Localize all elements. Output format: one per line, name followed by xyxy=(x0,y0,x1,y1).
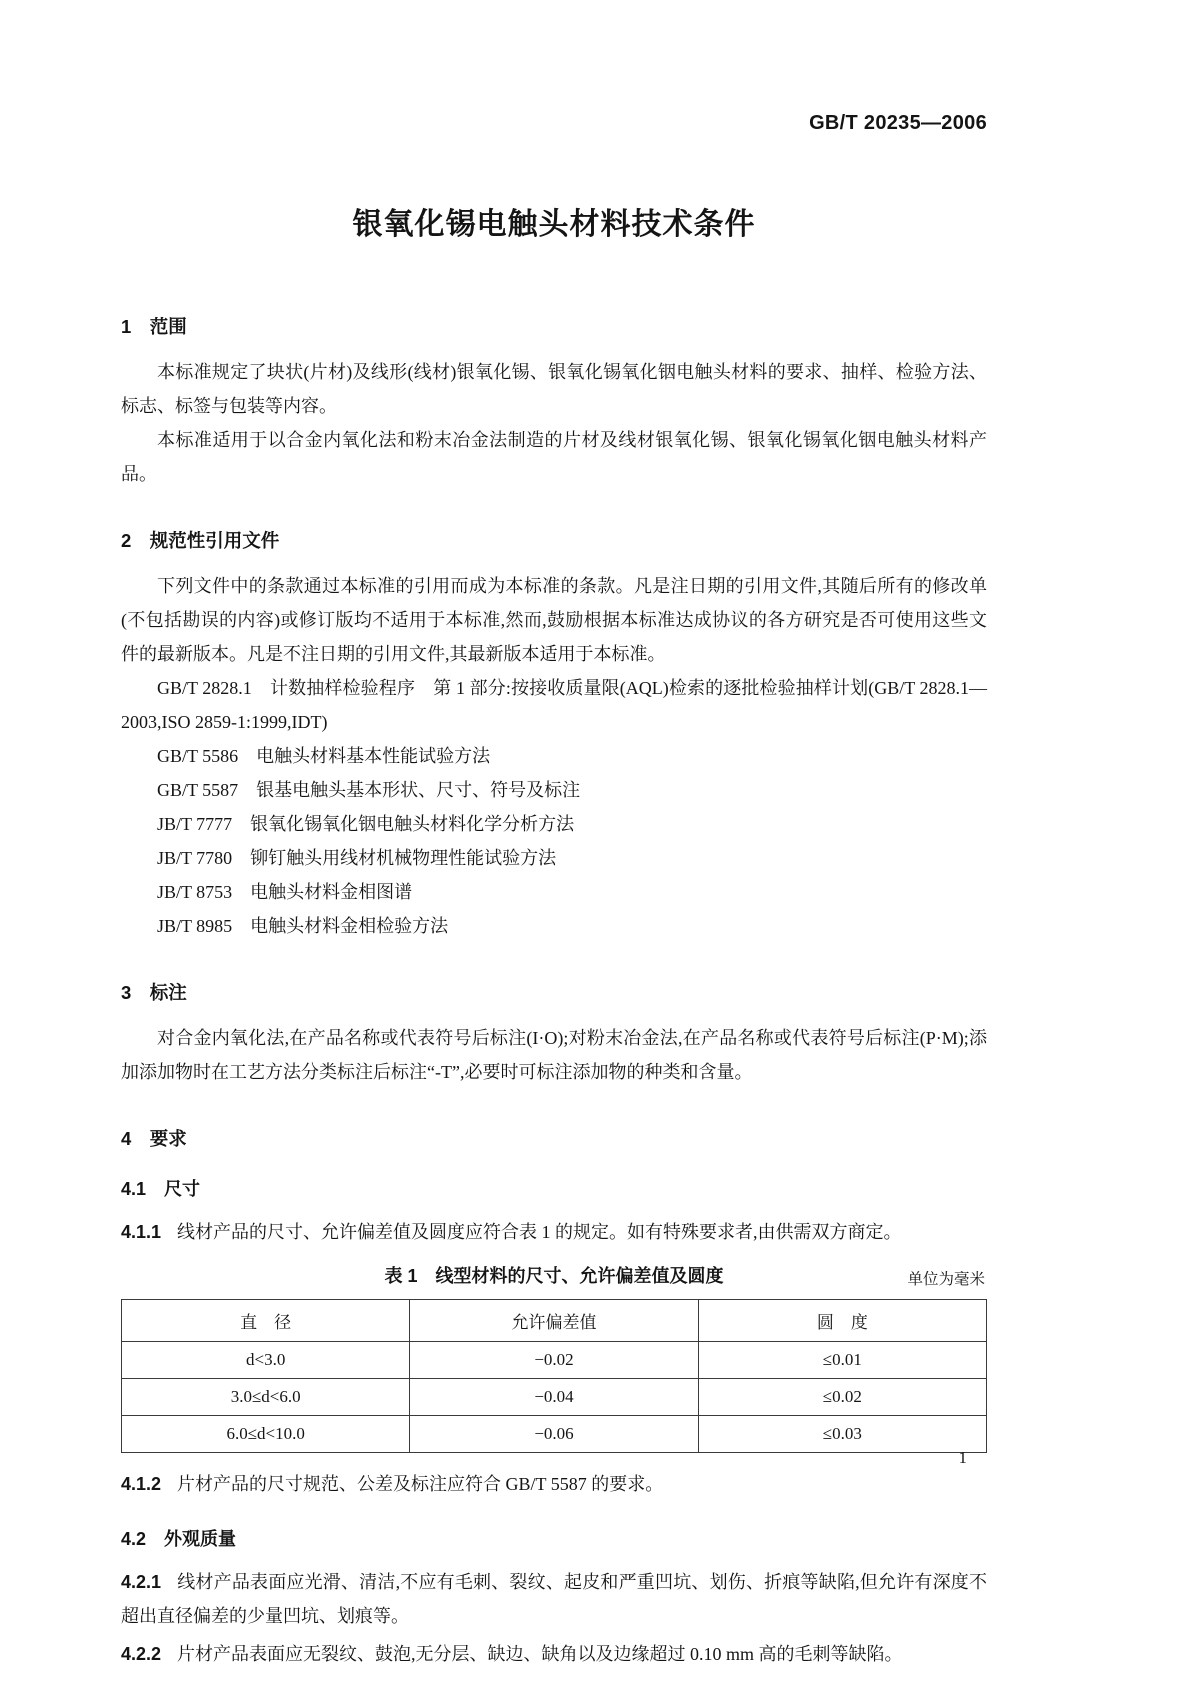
clause-4-2-1-text: 线材产品表面应光滑、清洁,不应有毛刺、裂纹、起皮和严重凹坑、划伤、折痕等缺陷,但允许有深度不超出直径偏差的少量凹坑、划痕等。 xyxy=(121,1572,987,1626)
reference-item-2: GB/T 5586 电触头材料基本性能试验方法 xyxy=(157,746,491,766)
reference-item-1: GB/T 2828.1 计数抽样检验程序 第 1 部分:按接收质量限(AQL)检索的逐批检验抽样计划(GB/T 2828.1—2003,ISO 2859-1:1999,IDT) xyxy=(121,678,987,732)
clause-4-2-2-text: 片材产品表面应无裂纹、鼓泡,无分层、缺边、缺角以及边缘超过 0.10 mm 高的毛刺等缺陷。 xyxy=(177,1644,903,1664)
section-4-heading: 4 要求 xyxy=(121,1128,187,1149)
clause-4-1-2 xyxy=(121,1467,987,1501)
table-row xyxy=(122,1379,987,1416)
table-1-block xyxy=(121,1259,987,1453)
reference-item-3: GB/T 5587 银基电触头基本形状、尺寸、符号及标注 xyxy=(157,780,581,800)
table-1-unit-note: 单位为毫米 xyxy=(907,1271,985,1288)
section-2-heading: 2 规范性引用文件 xyxy=(121,530,280,551)
section-1-heading: 1 范围 xyxy=(121,316,187,337)
table-row xyxy=(122,1342,987,1379)
clause-4-1-2-text: 片材产品的尺寸规范、公差及标注应符合 GB/T 5587 的要求。 xyxy=(177,1474,664,1494)
tolerance-cell: −0.02 xyxy=(410,1342,698,1379)
clause-4-1-2-number: 4.1.2 xyxy=(121,1474,162,1494)
roundness-cell: ≤0.01 xyxy=(698,1342,986,1379)
clause-4-1-1 xyxy=(121,1215,987,1249)
diameter-cell: 3.0≤d<6.0 xyxy=(122,1379,410,1416)
table-1-header-row xyxy=(122,1300,987,1342)
scope-paragraph-1: 本标准规定了块状(片材)及线形(线材)银氧化锡、银氧化锡氧化铟电触头材料的要求、抽样、检验方法、标志、标签与包装等内容。 xyxy=(121,362,987,416)
clause-4-2-2-number: 4.2.2 xyxy=(121,1644,162,1664)
clause-4-2-1 xyxy=(121,1565,987,1633)
table-1-caption: 表 1 线型材料的尺寸、允许偏差值及圆度 xyxy=(384,1266,724,1286)
section-4-1-heading: 4.1 尺寸 xyxy=(121,1179,201,1199)
scope-paragraph-2: 本标准适用于以合金内氧化法和粉末冶金法制造的片材及线材银氧化锡、银氧化锡氧化铟电触头材料产品。 xyxy=(121,430,987,484)
reference-item-5: JB/T 7780 铆钉触头用线材机械物理性能试验方法 xyxy=(157,848,557,868)
table-1-caption-row xyxy=(121,1259,987,1293)
document-title: 银氧化锡电触头材料技术条件 xyxy=(352,208,756,241)
table-1-header-tolerance: 允许偏差值 xyxy=(410,1300,698,1342)
section-3-heading: 3 标注 xyxy=(121,982,187,1003)
standard-code: GB/T 20235—2006 xyxy=(809,112,987,134)
page-number: 1 xyxy=(958,1448,967,1467)
table-1-header-diameter: 直 径 xyxy=(122,1300,410,1342)
reference-item-6: JB/T 8753 电触头材料金相图谱 xyxy=(157,882,413,902)
roundness-cell: ≤0.03 xyxy=(698,1416,986,1453)
marking-paragraph: 对合金内氧化法,在产品名称或代表符号后标注(I·O);对粉末冶金法,在产品名称或代表符号后标注(P·M);添加添加物时在工艺方法分类标注后标注“-T”,必要时可标注添加物的种类和含量。 xyxy=(121,1028,987,1082)
clause-4-2-1-number: 4.2.1 xyxy=(121,1572,162,1592)
clause-4-1-1-number: 4.1.1 xyxy=(121,1222,162,1242)
tolerance-cell: −0.06 xyxy=(410,1416,698,1453)
table-1-header-roundness: 圆 度 xyxy=(698,1300,986,1342)
roundness-cell: ≤0.02 xyxy=(698,1379,986,1416)
clause-4-1-1-text: 线材产品的尺寸、允许偏差值及圆度应符合表 1 的规定。如有特殊要求者,由供需双方商定。 xyxy=(177,1222,902,1242)
reference-item-4: JB/T 7777 银氧化锡氧化铟电触头材料化学分析方法 xyxy=(157,814,575,834)
clause-4-2-2 xyxy=(121,1637,987,1671)
reference-item-7: JB/T 8985 电触头材料金相检验方法 xyxy=(157,916,449,936)
section-4-2-heading: 4.2 外观质量 xyxy=(121,1529,237,1549)
page-content xyxy=(121,112,987,1671)
references-intro: 下列文件中的条款通过本标准的引用而成为本标准的条款。凡是注日期的引用文件,其随后所有的修改单(不包括勘误的内容)或修订版均不适用于本标准,然而,鼓励根据本标准达成协议的各方研究是否可使用这些文件的最新版本。凡是不注日期的引用文件,其最新版本适用于本标准。 xyxy=(121,576,987,664)
table-row xyxy=(122,1416,987,1453)
diameter-cell: d<3.0 xyxy=(122,1342,410,1379)
tolerance-cell: −0.04 xyxy=(410,1379,698,1416)
diameter-cell: 6.0≤d<10.0 xyxy=(122,1416,410,1453)
table-1 xyxy=(121,1299,987,1453)
